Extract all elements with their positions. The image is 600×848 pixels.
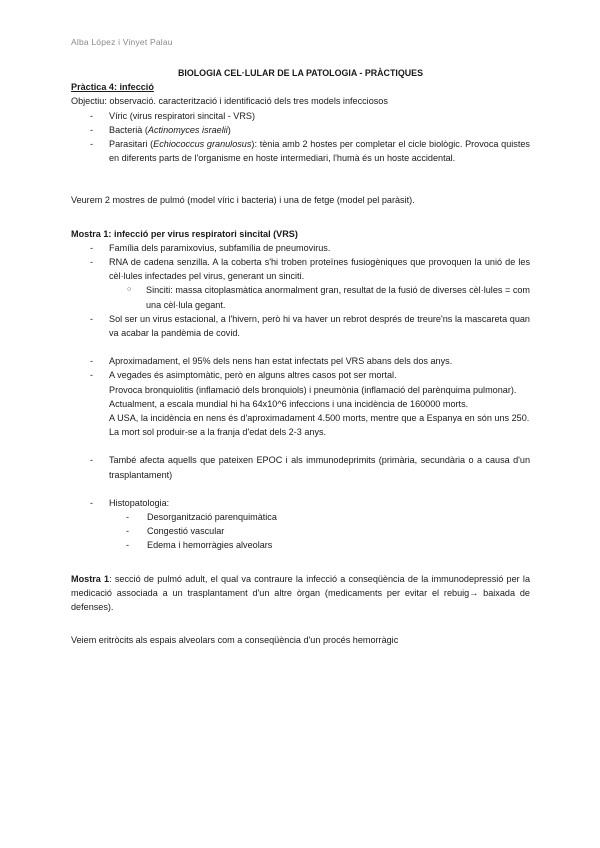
model-text: ): tènia amb 2 hostes per completar el cicle biològic. Provoca quistes en diferents parts de l'organisme en hoste intermediari, l'humà és un hoste accidental. <box>109 139 530 164</box>
item-text: Família dels paramixovius, subfamília de pneumovirus. <box>109 242 331 253</box>
item-text: Aproximadament, el 95% dels nens han estat infectats pel VRS abans dels dos anys. <box>109 356 453 367</box>
mostra1-description <box>71 572 530 615</box>
dash-bullet: - <box>90 242 94 253</box>
objective-text: Objectiu: observació. caracterització i identificació dels tres models infecciosos <box>71 96 388 107</box>
item-text: A vegades és asimptomàtic, però en alguns altres casos pot ser mortal. <box>109 370 397 381</box>
dash-bullet: - <box>90 313 94 324</box>
practica-title: Pràctica 4: infecció <box>71 82 154 93</box>
subitem-text: Sinciti: massa citoplasmàtica anormalment gran, resultat de la fusió de diverses cèl·lules = com una cèl·lula gegant. <box>146 285 530 310</box>
subitem-text: Edema i hemorràgies alveolars <box>147 540 273 551</box>
dash-bullet: - <box>90 356 94 367</box>
dash-bullet: - <box>90 110 94 121</box>
model-text: Víric (virus respiratori sincital - VRS) <box>109 110 256 121</box>
mostra1-item <box>71 312 530 340</box>
dash-bullet: - <box>90 139 94 150</box>
continuation-text: Actualment, a escala mundial hi ha 64x10^6 infeccions i una incidència de 160000 morts. <box>109 398 469 409</box>
circle-bullet-icon: ○ <box>127 286 132 294</box>
mostra1-item <box>71 354 530 368</box>
histo-subitem <box>71 510 530 524</box>
continuation-text: Provoca bronquiolitis (inflamació dels bronquiols) i pneumònia (inflamació del parènquima pulmonar). <box>109 384 517 395</box>
model-item-bacterial <box>71 123 530 137</box>
continuation-text: La mort sol produir-se a la franja d'edat dels 2-3 anys. <box>109 427 327 438</box>
dash-bullet: - <box>90 257 94 268</box>
mostra1-item <box>71 255 530 283</box>
histopatologia-item <box>71 496 530 510</box>
document-body <box>71 66 530 648</box>
mostra1-desc-text: : secció de pulmó adult, el qual va contraure la infecció a conseqüència de la immunodepressió per la medicació associada a un trasplantament d'un altre òrgan (medicaments per evitar el rebuig→ baixada de defenses). <box>71 573 531 613</box>
final-text: Veiem eritròcits als espais alveolars com a conseqüència d'un procés hemorràgic <box>71 635 399 646</box>
continuation-text: A USA, la incidència en nens és d'aproximadament 4.500 morts, mentre que a Espanya en són uns 250. <box>109 413 530 424</box>
model-text: Parasitari ( <box>109 139 154 150</box>
item-text: RNA de cadena senzilla. A la coberta s'hi troben proteïnes fusiogèniques que provoquen la unió de les cèl·lules infectades pel virus, generant un sinciti. <box>109 257 530 282</box>
dash-bullet: - <box>126 540 130 551</box>
mostra1-item <box>71 241 530 255</box>
dash-bullet: - <box>126 512 130 523</box>
histo-subitem <box>71 524 530 538</box>
sinciti-subitem <box>71 283 530 311</box>
subitem-text: Congestió vascular <box>147 526 225 537</box>
model-text: Bacterià ( <box>109 124 148 135</box>
model-text: ) <box>227 124 231 135</box>
model-item-parasitic <box>71 137 530 165</box>
model-item-viral <box>71 109 530 123</box>
mostra1-title: Mostra 1: infecció per virus respiratori sincital (VRS) <box>71 228 298 239</box>
dash-bullet: - <box>90 124 94 135</box>
item-text: També afecta aquells que pateixen EPOC i als immunodeprimits (primària, secundària o a causa d'un trasplantament) <box>109 455 530 480</box>
dash-bullet: - <box>90 497 94 508</box>
species-name: Actinomyces israelii <box>147 124 228 135</box>
mostra1-label: Mostra 1 <box>71 573 110 584</box>
page-header-author: Alba López i Vinyet Palau <box>71 37 173 47</box>
intro-text: Veurem 2 mostres de pulmó (model víric i bacteria) i una de fetge (model pel paràsit). <box>71 195 415 206</box>
histo-subitem <box>71 538 530 552</box>
mostra1-item <box>71 368 530 382</box>
document-title: BIOLOGIA CEL·LULAR DE LA PATOLOGIA - PRÀCTIQUES <box>177 68 424 78</box>
dash-bullet: - <box>90 455 94 466</box>
dash-bullet: - <box>90 370 94 381</box>
dash-bullet: - <box>126 526 130 537</box>
mostra1-item <box>71 453 530 481</box>
species-name: Echiococcus granulosus <box>153 139 252 150</box>
item-text: Histopatologia: <box>109 497 170 508</box>
subitem-text: Desorganització parenquimàtica <box>147 512 277 523</box>
item-text: Sol ser un virus estacional, a l'hivern, però hi va haver un rebrot després de treure'ns la mascareta quan va acabar la pandèmia de covid. <box>109 313 530 339</box>
